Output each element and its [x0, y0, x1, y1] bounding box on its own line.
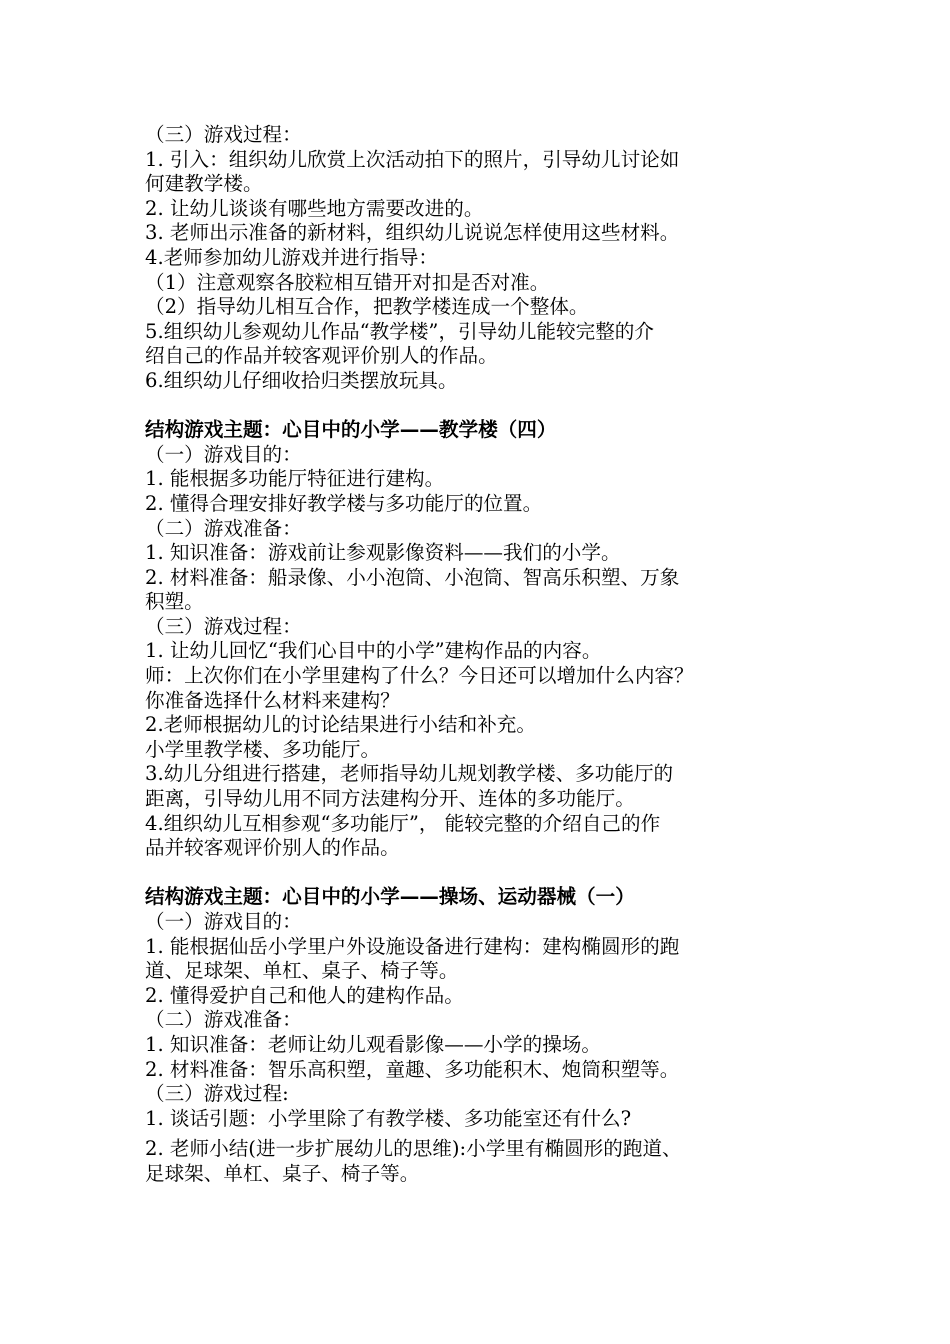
text-line: 6.组织幼儿仔细收拾归类摆放玩具。	[145, 368, 458, 392]
text-line: 小学里教学楼、多功能厅。	[145, 737, 381, 761]
text-line: 道、足球架、单杠、桌子、椅子等。	[145, 959, 459, 983]
text-line: 4.组织幼儿互相参观“多功能厅”， 能较完整的介绍自己的作	[145, 811, 661, 835]
text-line: 足球架、单杠、桌子、椅子等。	[145, 1161, 420, 1185]
text-line: 3. 老师出示准备的新材料，组织幼儿说说怎样使用这些材料。	[145, 221, 680, 245]
text-line: （1）注意观察各胶粒相互错开对扣是否对准。	[145, 270, 550, 294]
text-line: （二）游戏准备：	[145, 1008, 302, 1032]
text-line: （一）游戏目的：	[145, 910, 302, 933]
text-line: （三）游戏过程：	[145, 614, 302, 638]
section-teaching-building-4	[145, 418, 825, 861]
text-line: （三）游戏过程：	[145, 123, 302, 146]
text-line: 2. 懂得合理安排好教学楼与多功能厅的位置。	[145, 491, 543, 515]
paragraph-gap	[145, 394, 825, 419]
text-line: 1. 谈话引题：小学里除了有教学楼、多功能室还有什么?	[145, 1106, 632, 1130]
text-line: 你准备选择什么材料来建构？	[145, 688, 400, 712]
text-line: （2）指导幼儿相互合作，把教学楼连成一个整体。	[145, 295, 589, 319]
text-line: 3.幼儿分组进行搭建，老师指导幼儿规划教学楼、多功能厅的	[145, 762, 674, 786]
text-line: 2. 材料准备：船录像、小小泡筒、小泡筒、智高乐积塑、万象	[145, 565, 680, 589]
text-line: 1. 知识准备：老师让幼儿观看影像——小学的操场。	[145, 1032, 601, 1056]
text-line: 1. 知识准备：游戏前让参观影像资料——我们的小学。	[145, 541, 621, 565]
text-line: 2.老师根据幼儿的讨论结果进行小结和补充。	[145, 713, 536, 737]
text-line: 5.组织幼儿参观幼儿作品“教学楼”，引导幼儿能较完整的介	[145, 319, 654, 343]
text-line: 2. 让幼儿谈谈有哪些地方需要改进的。	[145, 196, 484, 220]
paragraph-gap	[145, 861, 825, 886]
text-line: 积塑。	[145, 590, 204, 614]
text-line: 师：上次你们在小学里建构了什么？今日还可以增加什么内容？	[145, 664, 694, 688]
text-line: 1. 能根据多功能厅特征进行建构。	[145, 467, 445, 491]
document-page	[145, 123, 825, 1187]
text-line: 2. 懂得爱护自己和他人的建构作品。	[145, 983, 464, 1007]
text-line: 何建教学楼。	[145, 172, 263, 196]
text-line: 1. 引入：组织幼儿欣赏上次活动拍下的照片，引导幼儿讨论如	[145, 147, 680, 171]
text-line: （二）游戏准备：	[145, 516, 302, 540]
text-line: 距离，引导幼儿用不同方法建构分开、连体的多功能厅。	[145, 787, 635, 811]
section-heading: 结构游戏主题：心目中的小学——教学楼（四）	[145, 418, 557, 442]
text-line: 4.老师参加幼儿游戏并进行指导：	[145, 245, 439, 269]
text-line: 1. 让幼儿回忆“我们心目中的小学”建构作品的内容。	[145, 639, 602, 663]
text-line: （三）游戏过程:	[145, 1082, 289, 1106]
text-line: 2. 老师小结(进一步扩展幼儿的思维):小学里有椭圆形的跑道、	[145, 1137, 682, 1161]
text-line: 1. 能根据仙岳小学里户外设施设备进行建构：建构椭圆形的跑	[145, 934, 680, 958]
section-heading: 结构游戏主题：心目中的小学——操场、运动器械（一）	[145, 885, 635, 909]
text-line: （一）游戏目的：	[145, 442, 302, 466]
section-playground-1	[145, 885, 825, 1186]
text-line: 品并较客观评价别人的作品。	[145, 836, 400, 860]
text-line: 2. 材料准备：智乐高积塑，童趣、多功能积木、炮筒积塑等。	[145, 1057, 680, 1081]
text-line: 绍自己的作品并较客观评价别人的作品。	[145, 344, 498, 368]
section-process-3	[145, 123, 825, 394]
